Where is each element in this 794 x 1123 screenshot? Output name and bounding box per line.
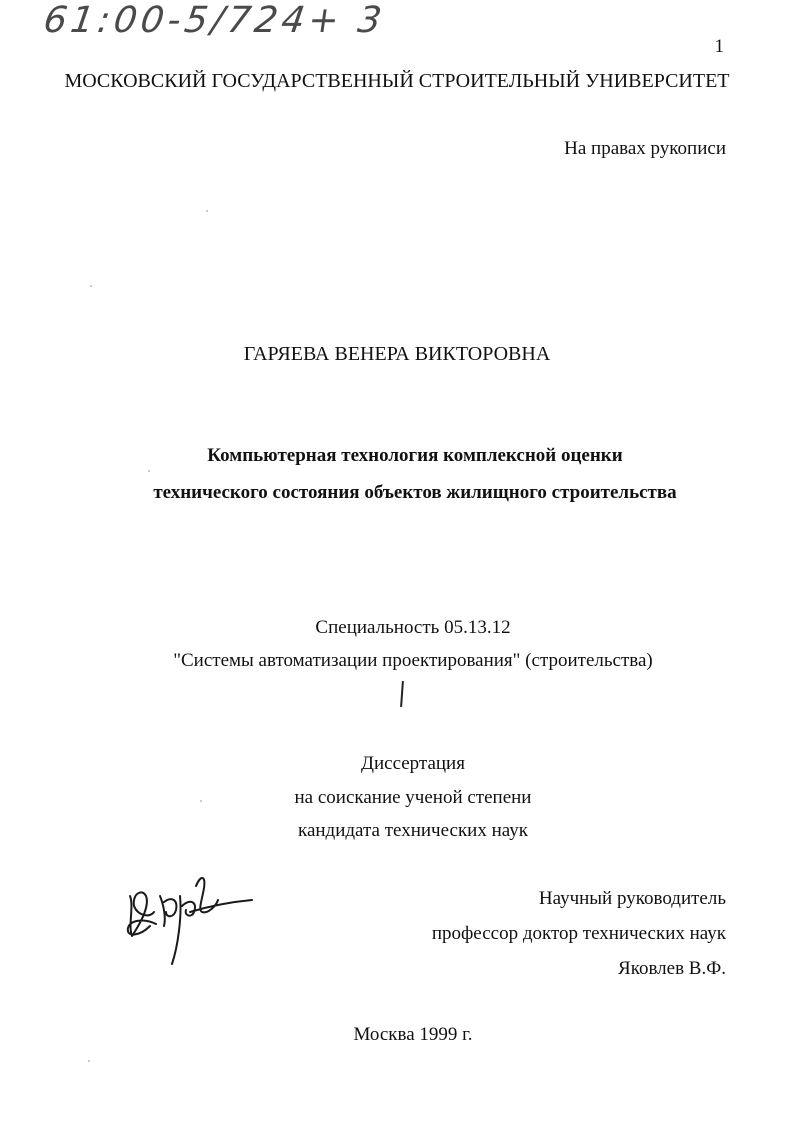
handwritten-catalog-number: 61:00-5/724+ 3 bbox=[41, 0, 388, 41]
city-year: Москва 1999 г. bbox=[353, 1024, 473, 1045]
specialty-name: "Системы автоматизации проектирования" (строительства) bbox=[173, 650, 653, 671]
page-number: 1 bbox=[714, 36, 724, 57]
scan-speck bbox=[148, 470, 150, 472]
supervisor-name: Яковлев В.Ф. bbox=[618, 958, 726, 979]
degree-line-3: кандидата технических наук bbox=[298, 820, 528, 841]
thesis-title-line-1: Компьютерная технология комплексной оценки bbox=[207, 445, 623, 466]
signature-image bbox=[120, 866, 260, 966]
scan-speck bbox=[90, 285, 92, 287]
degree-line-2: на соискание ученой степени bbox=[294, 787, 532, 808]
scan-speck bbox=[200, 800, 202, 802]
scan-speck bbox=[206, 210, 208, 212]
supervisor-label: Научный руководитель bbox=[538, 888, 726, 909]
thesis-title-line-2: технического состояния объектов жилищного строительства bbox=[153, 482, 677, 503]
manuscript-rights: На правах рукописи bbox=[564, 138, 726, 159]
pen-mark bbox=[400, 681, 404, 707]
degree-line-1: Диссертация bbox=[361, 753, 465, 774]
specialty-code: Специальность 05.13.12 bbox=[315, 617, 511, 638]
supervisor-title: профессор доктор технических наук bbox=[431, 923, 726, 944]
university-name: МОСКОВСКИЙ ГОСУДАРСТВЕННЫЙ СТРОИТЕЛЬНЫЙ УНИВЕРСИТЕТ bbox=[64, 70, 730, 92]
scan-speck bbox=[88, 1060, 90, 1062]
author-name: ГАРЯЕВА ВЕНЕРА ВИКТОРОВНА bbox=[243, 343, 551, 365]
